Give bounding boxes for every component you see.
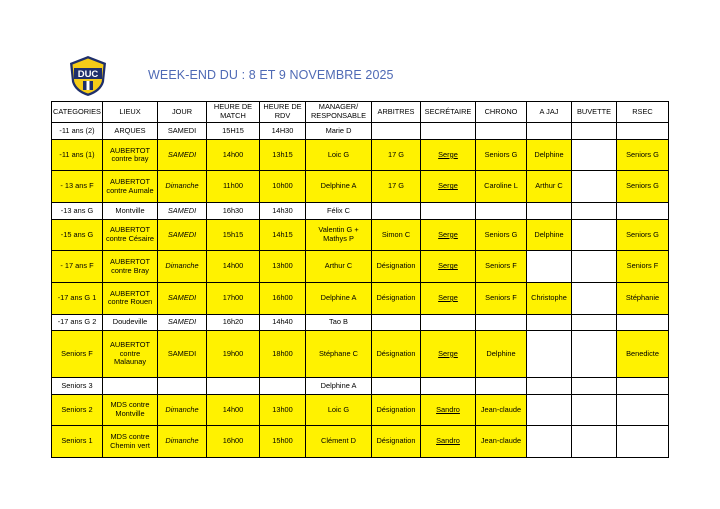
cell-manager: Loic G xyxy=(306,139,372,171)
cell-jour: SAMEDI xyxy=(158,202,207,219)
cell-manager: Stéphane C xyxy=(306,331,372,378)
cell-arbitres: 17 G xyxy=(372,171,421,203)
col-header-heure-match: HEURE DE MATCH xyxy=(207,102,260,123)
cell-manager: Delphine A xyxy=(306,282,372,314)
cell-arbitres xyxy=(372,377,421,394)
cell-rsec: Benedicte xyxy=(617,331,669,378)
cell-heure-match xyxy=(207,377,260,394)
cell-heure-match: 14h00 xyxy=(207,394,260,426)
cell-arbitres: Désignation xyxy=(372,331,421,378)
cell-heure-match: 16h20 xyxy=(207,314,260,331)
cell-buvette xyxy=(572,426,617,458)
cell-ajaj xyxy=(527,331,572,378)
cell-manager: Tao B xyxy=(306,314,372,331)
cell-chrono: Seniors G xyxy=(476,139,527,171)
cell-ajaj xyxy=(527,377,572,394)
cell-arbitres: Désignation xyxy=(372,282,421,314)
cell-arbitres: Désignation xyxy=(372,251,421,283)
cell-buvette xyxy=(572,123,617,140)
cell-rsec xyxy=(617,377,669,394)
cell-lieu: Montville xyxy=(103,202,158,219)
cell-heure-match: 14h00 xyxy=(207,251,260,283)
cell-buvette xyxy=(572,139,617,171)
col-header-buvette: BUVETTE xyxy=(572,102,617,123)
cell-heure-match: 16h30 xyxy=(207,202,260,219)
table-row xyxy=(52,426,669,458)
cell-heure-rdv: 13h15 xyxy=(260,139,306,171)
cell-chrono xyxy=(476,202,527,219)
cell-chrono: Caroline L xyxy=(476,171,527,203)
cell-lieu: AUBERTOT contre Bray xyxy=(103,251,158,283)
cell-rsec xyxy=(617,394,669,426)
cell-buvette xyxy=(572,377,617,394)
cell-ajaj: Christophe xyxy=(527,282,572,314)
cell-jour: Dimanche xyxy=(158,394,207,426)
cell-buvette xyxy=(572,314,617,331)
cell-heure-rdv: 14h40 xyxy=(260,314,306,331)
cell-secretaire xyxy=(421,314,476,331)
cell-arbitres: Désignation xyxy=(372,426,421,458)
cell-chrono: Jean-claude xyxy=(476,394,527,426)
cell-buvette xyxy=(572,251,617,283)
cell-secretaire xyxy=(421,202,476,219)
cell-categorie: Seniors F xyxy=(52,331,103,378)
cell-ajaj xyxy=(527,202,572,219)
cell-jour: SAMEDI xyxy=(158,314,207,331)
cell-heure-rdv: 14H30 xyxy=(260,123,306,140)
cell-heure-match: 11h00 xyxy=(207,171,260,203)
cell-heure-match: 14h00 xyxy=(207,139,260,171)
cell-jour xyxy=(158,377,207,394)
cell-manager: Arthur C xyxy=(306,251,372,283)
cell-buvette xyxy=(572,171,617,203)
cell-rsec: Seniors G xyxy=(617,171,669,203)
cell-heure-match: 19h00 xyxy=(207,331,260,378)
cell-ajaj: Delphine xyxy=(527,219,572,251)
cell-lieu: AUBERTOT contre bray xyxy=(103,139,158,171)
cell-categorie: -17 ans G 2 xyxy=(52,314,103,331)
cell-categorie: -15 ans G xyxy=(52,219,103,251)
cell-secretaire: Sandro xyxy=(421,394,476,426)
cell-ajaj xyxy=(527,123,572,140)
cell-categorie: Seniors 2 xyxy=(52,394,103,426)
cell-secretaire: Sandro xyxy=(421,426,476,458)
cell-rsec xyxy=(617,314,669,331)
cell-heure-match: 17h00 xyxy=(207,282,260,314)
cell-buvette xyxy=(572,202,617,219)
cell-rsec: Seniors F xyxy=(617,251,669,283)
cell-categorie: - 13 ans F xyxy=(52,171,103,203)
table-row xyxy=(52,123,669,140)
cell-manager: Delphine A xyxy=(306,377,372,394)
table-row xyxy=(52,282,669,314)
cell-lieu xyxy=(103,377,158,394)
col-header-secretaire: SECRÉTAIRE xyxy=(421,102,476,123)
cell-jour: SAMEDI xyxy=(158,331,207,378)
cell-ajaj xyxy=(527,394,572,426)
table-row xyxy=(52,394,669,426)
cell-lieu: MDS contre Montville xyxy=(103,394,158,426)
cell-heure-rdv: 13h00 xyxy=(260,251,306,283)
cell-heure-match: 15h15 xyxy=(207,219,260,251)
cell-lieu: ARQUES xyxy=(103,123,158,140)
cell-heure-match: 15H15 xyxy=(207,123,260,140)
col-header-categories: CATEGORIES xyxy=(52,102,103,123)
cell-rsec: Seniors G xyxy=(617,219,669,251)
table-row xyxy=(52,202,669,219)
cell-chrono: Seniors F xyxy=(476,251,527,283)
logo-text: DUC xyxy=(77,69,99,80)
cell-heure-rdv: 14h15 xyxy=(260,219,306,251)
cell-lieu: AUBERTOT contre Malaunay xyxy=(103,331,158,378)
cell-categorie: - 17 ans F xyxy=(52,251,103,283)
cell-lieu: AUBERTOT contre Rouen xyxy=(103,282,158,314)
cell-chrono xyxy=(476,123,527,140)
col-header-jour: JOUR xyxy=(158,102,207,123)
cell-buvette xyxy=(572,331,617,378)
cell-manager: Valentin G + Mathys P xyxy=(306,219,372,251)
cell-lieu: Doudeville xyxy=(103,314,158,331)
cell-chrono xyxy=(476,314,527,331)
cell-jour: SAMEDI xyxy=(158,219,207,251)
club-logo xyxy=(68,55,108,97)
cell-arbitres: 17 G xyxy=(372,139,421,171)
cell-buvette xyxy=(572,282,617,314)
cell-secretaire: Serge xyxy=(421,331,476,378)
cell-arbitres xyxy=(372,123,421,140)
cell-categorie: -11 ans (1) xyxy=(52,139,103,171)
cell-secretaire: Serge xyxy=(421,282,476,314)
cell-arbitres xyxy=(372,202,421,219)
cell-categorie: -17 ans G 1 xyxy=(52,282,103,314)
cell-heure-rdv: 14h30 xyxy=(260,202,306,219)
cell-heure-rdv: 10h00 xyxy=(260,171,306,203)
table-row xyxy=(52,251,669,283)
col-header-lieux: LIEUX xyxy=(103,102,158,123)
cell-chrono: Seniors F xyxy=(476,282,527,314)
cell-secretaire: Serge xyxy=(421,219,476,251)
cell-rsec xyxy=(617,202,669,219)
cell-heure-rdv: 16h00 xyxy=(260,282,306,314)
page-title: WEEK-END DU : 8 ET 9 NOVEMBRE 2025 xyxy=(148,68,394,82)
schedule-table xyxy=(51,101,669,458)
cell-buvette xyxy=(572,219,617,251)
cell-chrono: Delphine xyxy=(476,331,527,378)
cell-chrono: Seniors G xyxy=(476,219,527,251)
table-row xyxy=(52,219,669,251)
cell-heure-rdv xyxy=(260,377,306,394)
cell-jour: SAMEDI xyxy=(158,139,207,171)
header-row xyxy=(52,102,669,123)
cell-rsec: Seniors G xyxy=(617,139,669,171)
cell-ajaj xyxy=(527,251,572,283)
cell-secretaire xyxy=(421,377,476,394)
cell-categorie: Seniors 1 xyxy=(52,426,103,458)
cell-arbitres: Simon C xyxy=(372,219,421,251)
cell-manager: Loic G xyxy=(306,394,372,426)
cell-secretaire xyxy=(421,123,476,140)
cell-chrono: Jean-claude xyxy=(476,426,527,458)
cell-rsec xyxy=(617,426,669,458)
cell-rsec: Stéphanie xyxy=(617,282,669,314)
cell-jour: Dimanche xyxy=(158,171,207,203)
cell-heure-rdv: 13h00 xyxy=(260,394,306,426)
cell-arbitres: Désignation xyxy=(372,394,421,426)
cell-rsec xyxy=(617,123,669,140)
col-header-manager: MANAGER/ RESPONSABLE xyxy=(306,102,372,123)
cell-categorie: -11 ans (2) xyxy=(52,123,103,140)
cell-categorie: -13 ans G xyxy=(52,202,103,219)
cell-ajaj xyxy=(527,426,572,458)
cell-manager: Clément D xyxy=(306,426,372,458)
cell-jour: SAMEDI xyxy=(158,282,207,314)
cell-chrono xyxy=(476,377,527,394)
cell-buvette xyxy=(572,394,617,426)
cell-manager: Félix C xyxy=(306,202,372,219)
cell-manager: Marie D xyxy=(306,123,372,140)
cell-lieu: AUBERTOT contre Césaire xyxy=(103,219,158,251)
cell-lieu: MDS contre Chemin vert xyxy=(103,426,158,458)
cell-jour: Dimanche xyxy=(158,251,207,283)
table-row xyxy=(52,171,669,203)
cell-ajaj: Arthur C xyxy=(527,171,572,203)
cell-jour: Dimanche xyxy=(158,426,207,458)
cell-heure-rdv: 15h00 xyxy=(260,426,306,458)
col-header-chrono: CHRONO xyxy=(476,102,527,123)
col-header-arbitres: ARBITRES xyxy=(372,102,421,123)
cell-heure-match: 16h00 xyxy=(207,426,260,458)
table-row xyxy=(52,314,669,331)
cell-secretaire: Serge xyxy=(421,251,476,283)
cell-jour: SAMEDI xyxy=(158,123,207,140)
cell-ajaj: Delphine xyxy=(527,139,572,171)
cell-secretaire: Serge xyxy=(421,171,476,203)
table-row xyxy=(52,331,669,378)
col-header-heure-rdv: HEURE DE RDV xyxy=(260,102,306,123)
cell-categorie: Seniors 3 xyxy=(52,377,103,394)
cell-arbitres xyxy=(372,314,421,331)
cell-manager: Delphine A xyxy=(306,171,372,203)
cell-secretaire: Serge xyxy=(421,139,476,171)
col-header-ajaj: A JAJ xyxy=(527,102,572,123)
cell-lieu: AUBERTOT contre Aumale xyxy=(103,171,158,203)
table-row xyxy=(52,377,669,394)
cell-ajaj xyxy=(527,314,572,331)
cell-heure-rdv: 18h00 xyxy=(260,331,306,378)
table-row xyxy=(52,139,669,171)
col-header-rsec: RSEC xyxy=(617,102,669,123)
